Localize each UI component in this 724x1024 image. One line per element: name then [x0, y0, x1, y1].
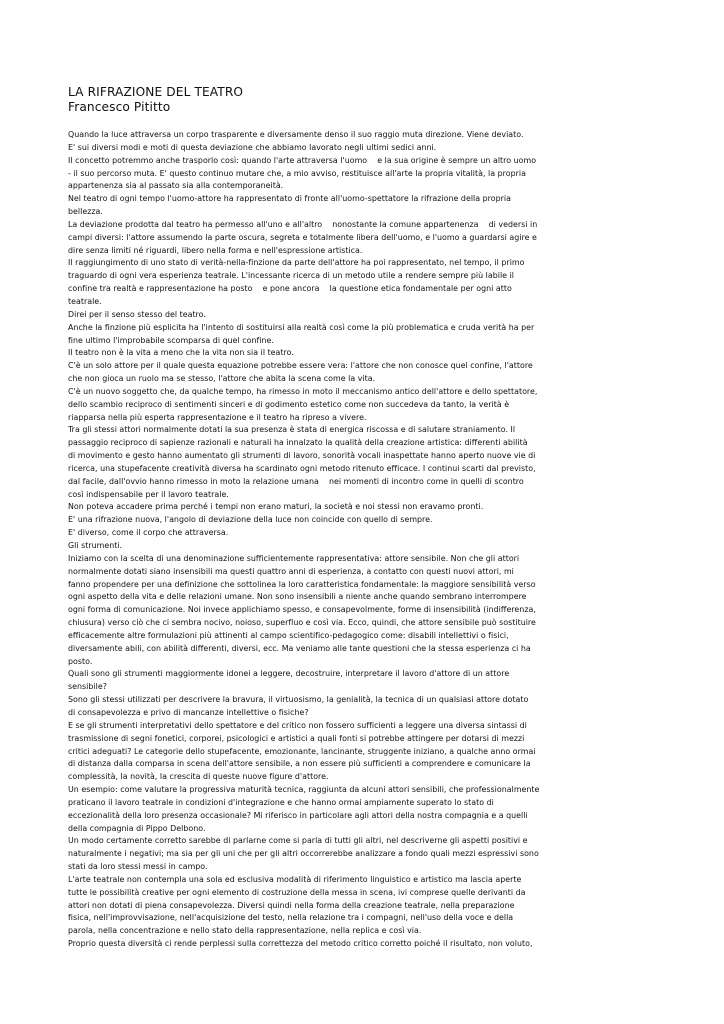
text-line: parola, nella concentrazione e nello stato della rappresentazione, nella replica e così via.	[68, 926, 422, 936]
text-line: Quali sono gli strumenti maggiormente idonei a leggere, decostruire, interpretare il lavoro d'attore di un attore	[68, 669, 510, 679]
text-line: ogni aspetto della vita e delle relazioni umane. Non sono insensibili a niente anche quando sembrano interrompere	[68, 592, 527, 602]
text-line: Il raggiungimento di uno stato di verità-nella-finzione da parte dell'attore ha poi rappresentato, nel tempo, il primo	[68, 258, 525, 268]
text-line: bellezza.	[68, 207, 103, 217]
text-line: così indispensabile per il lavoro teatrale.	[68, 489, 229, 499]
text-line: - il suo percorso muta. E' questo continuo mutare che, a mio avviso, restituisce all'arte la propria vitalità, la propria	[68, 168, 526, 178]
text-line: riapparsa nella più esperta rappresentazione e il teatro ha ripreso a vivere.	[68, 412, 367, 422]
text-line: Nel teatro di ogni tempo l'uomo-attore ha rappresentato di fronte all'uomo-spettatore la rifrazione della propria	[68, 194, 511, 204]
text-line: confine tra realtà e rappresentazione ha posto e pone ancora la questione etica fondamentale per ogni atto	[68, 284, 512, 294]
text-line: E' diverso, come il corpo che attraversa.	[68, 528, 229, 538]
text-line: Gli strumenti.	[68, 541, 123, 550]
document-body	[68, 129, 668, 951]
text-line: Non poteva accadere prima perché i tempi non erano maturi, la società e noi stessi non eravamo pronti.	[68, 502, 484, 512]
text-line: E' una rifrazione nuova, l'angolo di deviazione della luce non coincide con quello di sempre.	[68, 515, 433, 525]
text-line: dire senza limiti né riguardi, libero nella forma e nell'espressione artistica.	[68, 245, 363, 255]
text-line: che non gioca un ruolo ma se stesso, l'attore che abita la scena come la vita.	[68, 374, 376, 384]
text-line: Un esempio: come valutare la progressiva maturità tecnica, raggiunta da alcuni attori sensibili, che professionalmente	[68, 785, 540, 795]
text-line: teatrale.	[68, 296, 102, 306]
text-line: C'è un nuovo soggetto che, da qualche tempo, ha rimesso in moto il meccanismo antico dell'attore e dello spettatore,	[68, 386, 538, 396]
text-line: posto.	[68, 656, 93, 666]
text-line: appartenenza sia al passato sia alla contemporaneità.	[68, 181, 284, 191]
text-line: Proprio questa diversità ci rende perplessi sulla correttezza del metodo critico corretto poiché il risultato, non voluto,	[68, 939, 533, 949]
text-line: della compagnia di Pippo Delbono.	[68, 823, 206, 833]
text-line: dello scambio reciproco di sentimenti sinceri e di godimento estetico come non succedeva da tanto, la verità è	[68, 399, 510, 409]
text-line: Il teatro non è la vita a meno che la vita non sia il teatro.	[68, 348, 294, 358]
text-line: praticano il lavoro teatrale in condizioni d'integrazione e che hanno ormai ampiamente superato lo stato di	[68, 797, 494, 807]
text-line: C'è un solo attore per il quale questa equazione potrebbe essere vera: l'attore che non conosce quel confine, l'attore	[68, 361, 533, 371]
text-line: di consapevolezza e privo di mancanze intellettive o fisiche?	[68, 707, 309, 717]
text-line: critici adeguati? Le categorie dello stupefacente, emozionante, lancinante, struggente iniziano, a qualche anno ormai	[68, 746, 536, 756]
document-author: Francesco Pititto	[68, 100, 171, 114]
text-line: fanno propendere per una definizione che sottolinea la loro caratteristica fondamentale: la maggiore sensibilità verso	[68, 579, 536, 589]
text-line: L'arte teatrale non contempla una sola ed esclusiva modalità di riferimento linguistico e artistico ma lascia aperte	[68, 874, 522, 884]
text-line: campi diversi: l'attore assumendo la parte oscura, segreta e totalmente libera dell'uomo, e l'uomo a guardarsi agire e	[68, 232, 537, 242]
text-line: tutte le possibilità creative per ogni elemento di costruzione della messa in scena, ivi comprese quelle derivanti da	[68, 887, 526, 897]
text-line: trasmissione di segni fonetici, corporei, psicologici e artistici a quali fonti si potrebbe attingere per dotarsi di mezzi	[68, 733, 525, 743]
text-line: efficacemente altre formulazioni più attinenti al campo scientifico-pedagogico come: disabili intellettivi o fisici,	[68, 630, 509, 640]
text-line: Sono gli stessi utilizzati per descrivere la bravura, il virtuosismo, la genialità, la tecnica di un qualsiasi attore dotato	[68, 695, 529, 705]
text-line: Tra gli stessi attori normalmente dotati la sua presenza è stata di energica riscossa e di salutare straniamento. Il	[68, 425, 516, 435]
text-line: eccezionalità della loro presenza occasionale? Mi riferisco in particolare agli attori della nostra compagnia e a quelli	[68, 810, 528, 820]
text-line: Un modo certamente corretto sarebbe di parlarne come si parla di tutti gli altri, nel descriverne gli aspetti positivi e	[68, 836, 528, 846]
text-line: di distanza dalla comparsa in scena dell'attore sensibile, a non essere più sufficienti a comprendere e comunicare la	[68, 759, 531, 769]
document-title: LA RIFRAZIONE DEL TEATRO	[68, 85, 244, 99]
text-line: Iniziamo con la scelta di una denominazione sufficientemente rappresentativa: attore sensibile. Non che gli attori	[68, 553, 520, 563]
text-line: diversamente abili, con abilità differenti, diversi, ecc. Ma veniamo alle tante questioni che la stessa esperienza ci ha	[68, 643, 531, 653]
text-line: passaggio reciproco di sapienze razionali e naturali ha innalzato la qualità della creazione artistica: differenti abilità	[68, 438, 528, 448]
text-line: sensibile?	[68, 682, 107, 692]
text-line: La deviazione prodotta dal teatro ha permesso all'uno e all'altro nonostante la comune appartenenza di vedersi in	[68, 219, 538, 229]
text-line: Il concetto potremmo anche trasporlo così: quando l'arte attraversa l'uomo e la sua origine è sempre un altro uomo	[68, 155, 537, 165]
text-line: attori non dotati di piena consapevolezza. Diversi quindi nella forma della creazione teatrale, nella preparazione	[68, 900, 515, 910]
text-line: Anche la finzione più esplicita ha l'intento di sostituirsi alla realtà così come la più problematica e cruda verità ha per	[68, 322, 535, 332]
text-line: fine ultimo l'improbabile scomparsa di quel confine.	[68, 335, 274, 345]
text-line: Quando la luce attraversa un corpo trasparente e diversamente denso il suo raggio muta direzione. Viene deviato.	[68, 130, 524, 139]
text-line: normalmente dotati siano insensibili ma questi quattro anni di esperienza, a contatto con questi nuovi attori, mi	[68, 566, 514, 576]
text-line: complessità, la novità, la crescita di queste nuove figure d'attore.	[68, 772, 329, 782]
text-line: naturalmente i negativi; ma sia per gli uni che per gli altri occorrerebbe analizzare a fondo quali mezzi espressivi sono	[68, 849, 539, 859]
text-line: E' sui diversi modi e moti di questa deviazione che abbiamo lavorato negli ultimi sedici anni.	[68, 142, 437, 152]
text-line: traguardo di ogni vera esperienza teatrale. L'incessante ricerca di un metodo utile a rendere sempre più labile il	[68, 271, 514, 281]
text-line: stati da loro stessi messi in campo.	[68, 862, 208, 872]
text-line: chiusura) verso ciò che ci sembra nocivo, noioso, superfluo e così via. Ecco, quindi, che attore sensibile può sostituire	[68, 618, 536, 628]
text-line: di movimento e gesto hanno aumentato gli strumenti di lavoro, sonorità vocali inaspettate hanno aperto nuove vie di	[68, 451, 536, 461]
text-line: Direi per il senso stesso del teatro.	[68, 309, 206, 319]
text-line: ricerca, una stupefacente creatività diversa ha scardinato ogni metodo ritenuto efficace. I continui scarti dal previsto,	[68, 463, 536, 473]
text-line: fisica, nell'improvvisazione, nell'acquisizione del testo, nella relazione tra i compagni, nell'uso della voce e della	[68, 913, 514, 923]
text-line: dal facile, dall'ovvio hanno rimesso in moto la relazione umana nei momenti di incontro come in quelli di scontro	[68, 476, 524, 486]
text-line: ogni forma di comunicazione. Noi invece applichiamo spesso, e consapevolmente, forme di insensibilità (indifferenza,	[68, 605, 536, 615]
text-line: E se gli strumenti interpretativi dello spettatore e del critico non fossero sufficienti a leggere una diversa sintassi di	[68, 720, 527, 730]
